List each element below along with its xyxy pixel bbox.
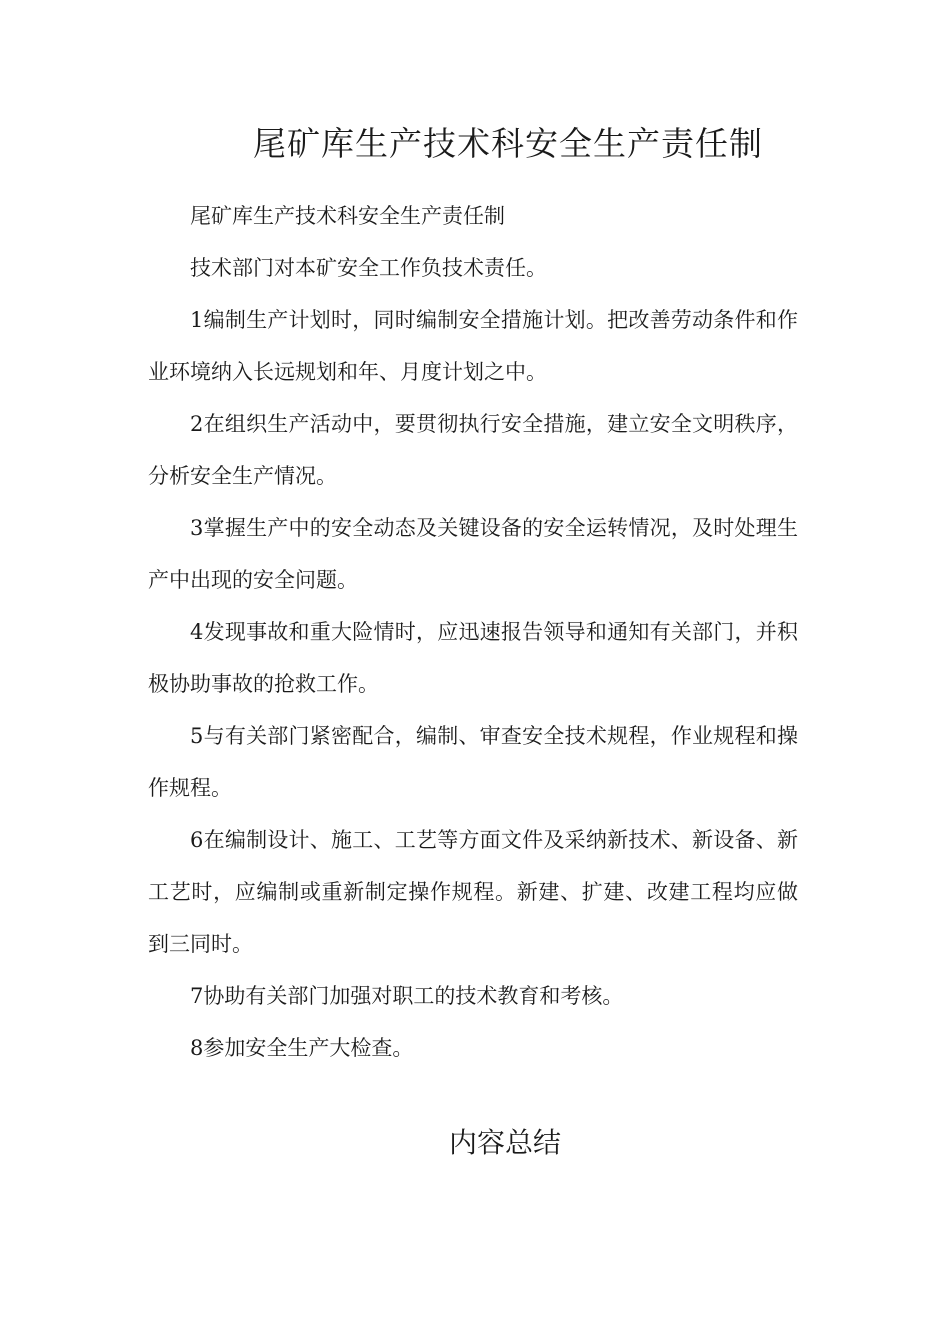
paragraph-item-4: 4发现事故和重大险情时，应迅速报告领导和通知有关部门，并积极协助事故的抢救工作。 bbox=[148, 620, 798, 696]
document-title: 尾矿库生产技术科安全生产责任制 bbox=[253, 124, 763, 163]
paragraph-item-7: 7协助有关部门加强对职工的技术教育和考核。 bbox=[190, 984, 624, 1008]
paragraph-item-8: 8参加安全生产大检查。 bbox=[190, 1036, 414, 1060]
paragraph-item-3: 3掌握生产中的安全动态及关键设备的安全运转情况，及时处理生产中出现的安全问题。 bbox=[148, 516, 798, 592]
paragraph-subtitle: 尾矿库生产技术科安全生产责任制 bbox=[190, 204, 505, 228]
paragraph-item-6: 6在编制设计、施工、工艺等方面文件及采纳新技术、新设备、新工艺时，应编制或重新制定操作规程。新建、扩建、改建工程均应做到三同时。 bbox=[148, 828, 798, 956]
summary-heading: 内容总结 bbox=[448, 1126, 561, 1159]
paragraph-intro: 技术部门对本矿安全工作负技术责任。 bbox=[190, 256, 547, 280]
paragraph-item-2: 2在组织生产活动中，要贯彻执行安全措施，建立安全文明秩序，分析安全生产情况。 bbox=[148, 412, 798, 488]
paragraph-item-1: 1编制生产计划时，同时编制安全措施计划。把改善劳动条件和作业环境纳入长远规划和年、月度计划之中。 bbox=[148, 308, 798, 384]
document-body bbox=[148, 190, 798, 1074]
paragraph-item-5: 5与有关部门紧密配合，编制、审查安全技术规程，作业规程和操作规程。 bbox=[148, 724, 798, 800]
